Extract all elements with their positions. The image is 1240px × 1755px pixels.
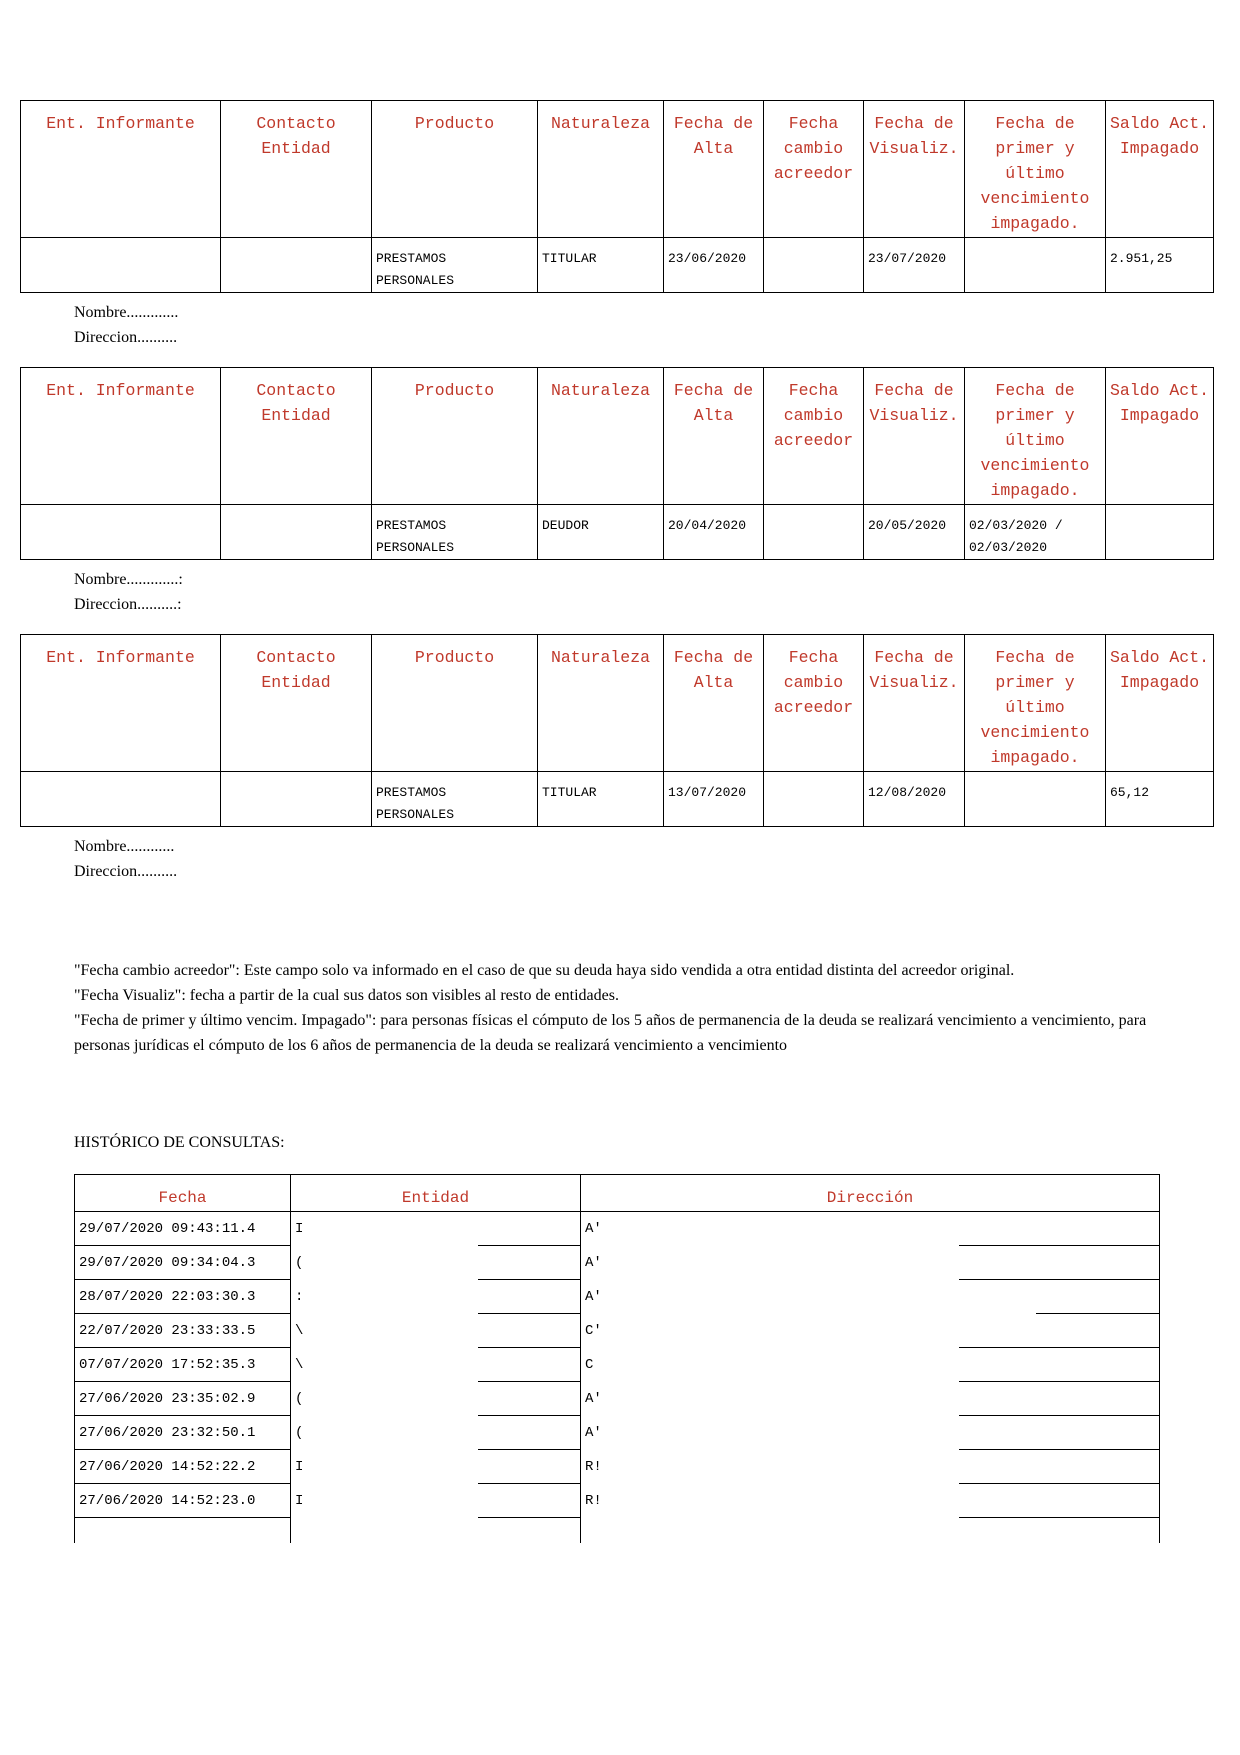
notes-section <box>74 958 1204 1058</box>
history-fecha: 29/07/2020 09:34:04.3 <box>75 1246 291 1280</box>
history-fecha: 27/06/2020 14:52:23.0 <box>75 1484 291 1518</box>
header-fecha-cambio: Fecha cambio acreedor <box>764 368 864 505</box>
cell-producto: PRESTAMOS PERSONALES <box>372 772 538 827</box>
cell-fecha-alta: 20/04/2020 <box>664 505 764 560</box>
history-header-entidad: Entidad <box>291 1175 581 1212</box>
history-direccion <box>581 1348 1160 1382</box>
record-direccion-label: Direccion.......... <box>74 863 178 880</box>
cell-fecha-visualiz: 12/08/2020 <box>864 772 965 827</box>
header-naturaleza: Naturaleza <box>538 635 664 772</box>
header-saldo: Saldo Act. Impagado <box>1106 635 1214 772</box>
history-fecha: 22/07/2020 23:33:33.5 <box>75 1314 291 1348</box>
history-direccion-text: A' <box>585 1220 602 1237</box>
history-direccion <box>581 1246 1160 1280</box>
history-entidad <box>291 1416 581 1450</box>
header-contacto-entidad: Contacto Entidad <box>221 368 372 505</box>
cell-fecha-vencimiento <box>965 238 1106 293</box>
history-row <box>75 1348 1160 1382</box>
record-direccion-label: Direccion.......... <box>74 329 178 346</box>
history-direccion-text: C' <box>585 1322 602 1339</box>
history-empty-cell <box>581 1518 1160 1543</box>
history-row <box>75 1450 1160 1484</box>
history-entidad <box>291 1348 581 1382</box>
header-ent-informante: Ent. Informante <box>21 101 221 238</box>
header-fecha-vencimiento: Fecha de primer y último vencimiento impagado. <box>965 368 1106 505</box>
history-row <box>75 1212 1160 1246</box>
history-entidad <box>291 1280 581 1314</box>
header-fecha-alta: Fecha de Alta <box>664 101 764 238</box>
cell-fecha-cambio <box>764 505 864 560</box>
cell-saldo: 65,12 <box>1106 772 1214 827</box>
history-fecha: 29/07/2020 09:43:11.4 <box>75 1212 291 1246</box>
cell-fecha-alta: 23/06/2020 <box>664 238 764 293</box>
history-entidad-text: I <box>295 1220 304 1237</box>
header-ent-informante: Ent. Informante <box>21 368 221 505</box>
history-empty-cell <box>291 1518 581 1543</box>
history-title: HISTÓRICO DE CONSULTAS: <box>74 1134 285 1151</box>
note-fecha-cambio: "Fecha cambio acreedor": Este campo solo va informado en el caso de que su deuda haya sido vendida a otra entidad distinta del acreedor original. <box>74 962 1015 979</box>
header-ent-informante: Ent. Informante <box>21 635 221 772</box>
record-direccion-label: Direccion..........: <box>74 596 182 613</box>
history-direccion-text: A' <box>585 1390 602 1407</box>
history-entidad <box>291 1484 581 1518</box>
history-fecha: 27/06/2020 23:32:50.1 <box>75 1416 291 1450</box>
header-fecha-visualiz: Fecha de Visualiz. <box>864 368 965 505</box>
history-entidad <box>291 1382 581 1416</box>
header-fecha-cambio: Fecha cambio acreedor <box>764 101 864 238</box>
history-direccion <box>581 1382 1160 1416</box>
history-fecha: 27/06/2020 14:52:22.2 <box>75 1450 291 1484</box>
history-direccion <box>581 1450 1160 1484</box>
header-contacto-entidad: Contacto Entidad <box>221 101 372 238</box>
history-header-fecha: Fecha <box>75 1175 291 1212</box>
history-row <box>75 1416 1160 1450</box>
cell-fecha-cambio <box>764 772 864 827</box>
history-direccion-text: C <box>585 1356 594 1373</box>
header-naturaleza: Naturaleza <box>538 101 664 238</box>
history-direccion <box>581 1280 1160 1314</box>
history-entidad-text: ( <box>295 1424 304 1441</box>
header-fecha-visualiz: Fecha de Visualiz. <box>864 101 965 238</box>
record-nombre-label: Nombre............ <box>74 838 175 855</box>
cell-naturaleza: DEUDOR <box>538 505 664 560</box>
debt-record-table <box>20 367 1214 560</box>
cell-contacto-entidad <box>221 772 372 827</box>
header-saldo: Saldo Act. Impagado <box>1106 101 1214 238</box>
header-producto: Producto <box>372 368 538 505</box>
history-table <box>74 1174 1160 1543</box>
history-row <box>75 1280 1160 1314</box>
history-direccion-text: A' <box>585 1254 602 1271</box>
cell-fecha-vencimiento <box>965 772 1106 827</box>
cell-fecha-cambio <box>764 238 864 293</box>
cell-contacto-entidad <box>221 505 372 560</box>
history-direccion-text: R! <box>585 1458 602 1475</box>
cell-ent-informante <box>21 505 221 560</box>
note-fecha-visualiz: "Fecha Visualiz": fecha a partir de la cual sus datos son visibles al resto de entidades. <box>74 987 619 1004</box>
header-contacto-entidad: Contacto Entidad <box>221 635 372 772</box>
history-entidad-text: I <box>295 1458 304 1475</box>
header-producto: Producto <box>372 635 538 772</box>
history-direccion-text: A' <box>585 1424 602 1441</box>
history-row <box>75 1314 1160 1348</box>
header-fecha-alta: Fecha de Alta <box>664 635 764 772</box>
history-entidad <box>291 1314 581 1348</box>
cell-naturaleza: TITULAR <box>538 772 664 827</box>
debt-record-table <box>20 634 1214 827</box>
history-row <box>75 1382 1160 1416</box>
header-fecha-alta: Fecha de Alta <box>664 368 764 505</box>
cell-naturaleza: TITULAR <box>538 238 664 293</box>
history-direccion-text: A' <box>585 1288 602 1305</box>
cell-producto: PRESTAMOS PERSONALES <box>372 238 538 293</box>
cell-producto: PRESTAMOS PERSONALES <box>372 505 538 560</box>
history-entidad <box>291 1450 581 1484</box>
cell-fecha-vencimiento: 02/03/2020 / 02/03/2020 <box>965 505 1106 560</box>
history-entidad-text: : <box>295 1288 304 1305</box>
history-direccion <box>581 1314 1160 1348</box>
cell-saldo: 2.951,25 <box>1106 238 1214 293</box>
history-direccion-text: R! <box>585 1492 602 1509</box>
header-fecha-visualiz: Fecha de Visualiz. <box>864 635 965 772</box>
history-entidad <box>291 1212 581 1246</box>
debt-record-table <box>20 100 1214 293</box>
header-fecha-vencimiento: Fecha de primer y último vencimiento impagado. <box>965 635 1106 772</box>
record-nombre-label: Nombre.............: <box>74 571 183 588</box>
history-fecha: 27/06/2020 23:35:02.9 <box>75 1382 291 1416</box>
history-header-direccion: Dirección <box>581 1175 1160 1212</box>
header-producto: Producto <box>372 101 538 238</box>
history-entidad-text: \ <box>295 1356 304 1373</box>
cell-saldo <box>1106 505 1214 560</box>
history-entidad-text: ( <box>295 1254 304 1271</box>
cell-fecha-visualiz: 23/07/2020 <box>864 238 965 293</box>
history-fecha: 07/07/2020 17:52:35.3 <box>75 1348 291 1382</box>
record-nombre-label: Nombre............. <box>74 304 179 321</box>
cell-ent-informante <box>21 772 221 827</box>
history-direccion <box>581 1416 1160 1450</box>
history-empty-cell <box>75 1518 291 1543</box>
header-fecha-vencimiento: Fecha de primer y último vencimiento impagado. <box>965 101 1106 238</box>
cell-fecha-visualiz: 20/05/2020 <box>864 505 965 560</box>
header-fecha-cambio: Fecha cambio acreedor <box>764 635 864 772</box>
history-direccion <box>581 1212 1160 1246</box>
cell-fecha-alta: 13/07/2020 <box>664 772 764 827</box>
history-row <box>75 1484 1160 1518</box>
history-entidad-text: I <box>295 1492 304 1509</box>
note-fecha-vencimiento: "Fecha de primer y último vencim. Impagado": para personas físicas el cómputo de los 5 años de permanencia de la deuda se realizará vencimiento a vencimiento, para personas jurídicas el cómputo de los 6 años de permanencia de la deuda se realizará vencimiento a vencimiento <box>74 1012 1147 1054</box>
history-row <box>75 1246 1160 1280</box>
cell-ent-informante <box>21 238 221 293</box>
history-entidad-text: \ <box>295 1322 304 1339</box>
history-entidad-text: ( <box>295 1390 304 1407</box>
history-fecha: 28/07/2020 22:03:30.3 <box>75 1280 291 1314</box>
header-naturaleza: Naturaleza <box>538 368 664 505</box>
history-empty-row <box>75 1518 1160 1543</box>
header-saldo: Saldo Act. Impagado <box>1106 368 1214 505</box>
history-entidad <box>291 1246 581 1280</box>
history-direccion <box>581 1484 1160 1518</box>
cell-contacto-entidad <box>221 238 372 293</box>
